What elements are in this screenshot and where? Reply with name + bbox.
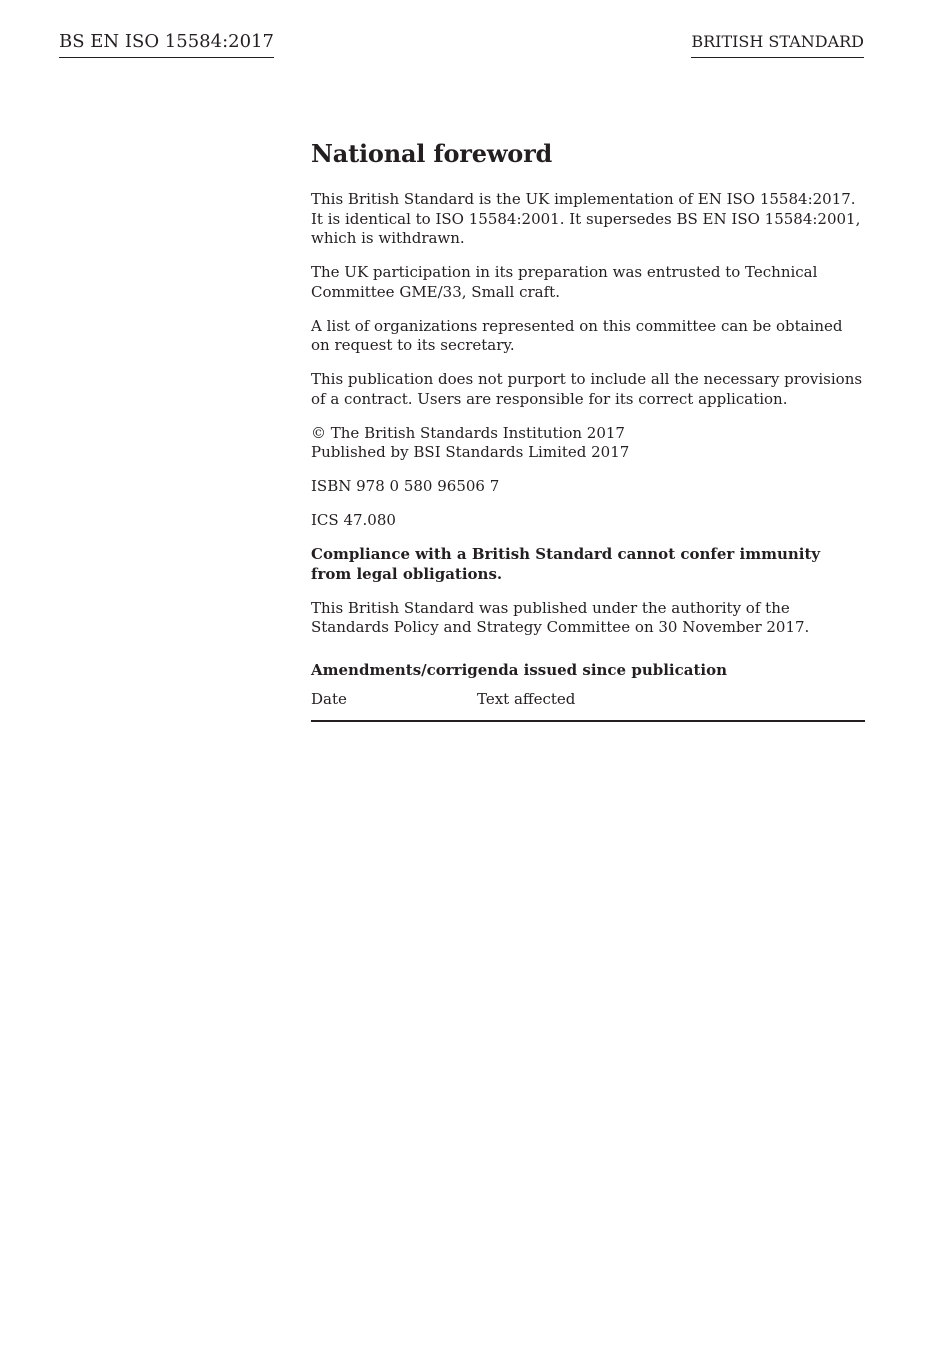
authority-paragraph: This British Standard was published under the authority of the Standards Policy and Strategy Committee on 30 November 2017. xyxy=(311,598,810,636)
compliance-notice: Compliance with a British Standard cannot confer immunity from legal obligations. xyxy=(311,545,821,583)
amendments-heading: Amendments/corrigenda issued since publication xyxy=(311,660,727,679)
text-affected-column-header: Text affected xyxy=(477,690,576,708)
participation-paragraph: The UK participation in its preparation was entrusted to Technical Committee GME/33, Small craft. xyxy=(311,263,818,301)
standard-label: BRITISH STANDARD xyxy=(691,30,864,58)
date-column-header: Date xyxy=(311,690,347,708)
document-id: BS EN ISO 15584:2017 xyxy=(59,30,274,58)
implementation-paragraph: This British Standard is the UK implementation of EN ISO 15584:2017. It is identical to ISO 15584:2001. It supersedes BS EN ISO 15584:2001, which is withdrawn. xyxy=(311,190,861,247)
amendments-table xyxy=(311,690,865,722)
copyright-block xyxy=(311,424,865,463)
organizations-paragraph: A list of organizations represented on this committee can be obtained on request to its secretary. xyxy=(311,316,843,354)
publisher-line: Published by BSI Standards Limited 2017 xyxy=(311,443,630,461)
ics-code: ICS 47.080 xyxy=(311,511,396,529)
copyright-line: © The British Standards Institution 2017 xyxy=(311,423,625,442)
page-title: National foreword xyxy=(311,139,553,168)
national-foreword xyxy=(311,138,865,722)
isbn: ISBN 978 0 580 96506 7 xyxy=(311,477,500,495)
provisions-paragraph: This publication does not purport to include all the necessary provisions of a contract. Users are responsible for its correct application. xyxy=(311,370,863,408)
